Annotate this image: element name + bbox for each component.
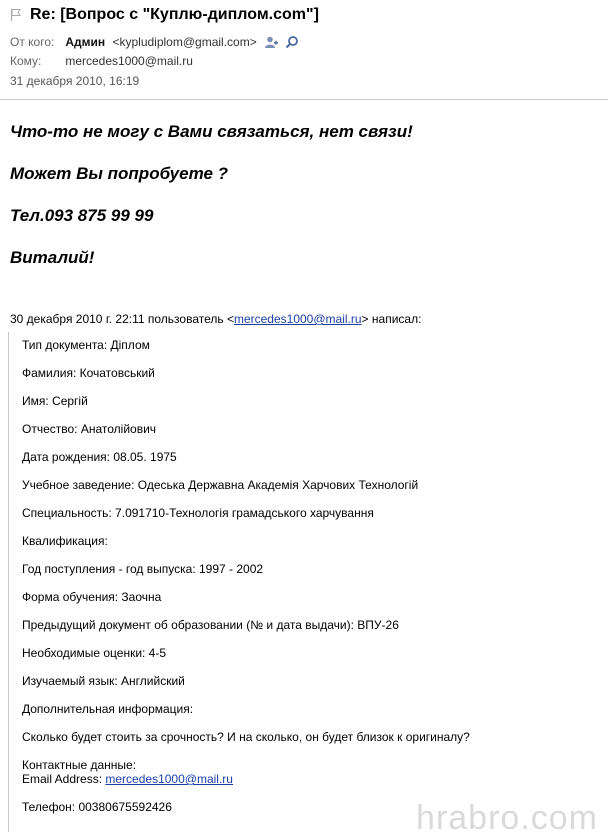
email-subject: Re: [Вопрос с "Куплю-диплом.com"]: [30, 6, 319, 23]
quote-field: Изучаемый язык: Английский: [22, 674, 185, 688]
add-contact-icon[interactable]: [264, 35, 278, 52]
quote-field: Необходимые оценки: 4-5: [22, 646, 167, 660]
quote-field: Учебное заведение: Одеська Державна Академія Харчових Технологій: [22, 478, 419, 492]
quote-field: Год поступления - год выпуска: 1997 - 2002: [22, 562, 264, 576]
to-row: [10, 54, 193, 68]
quote-field: Тип документа: Діплом: [22, 338, 150, 352]
message-line: Может Вы попробуете ?: [10, 164, 229, 183]
message-line: Тел.093 875 99 99: [10, 206, 154, 225]
quoted-message: [8, 332, 599, 832]
watermark: hrabro.com: [416, 799, 598, 837]
quote-field: Отчество: Анатолійович: [22, 422, 157, 436]
quote-intro-suffix: > написал:: [361, 312, 422, 326]
email-address-link[interactable]: mercedes1000@mail.ru: [105, 772, 233, 786]
quote-field: Имя: Сергій: [22, 394, 88, 408]
search-icon[interactable]: [285, 35, 299, 52]
sender-address[interactable]: <kypludiplom@gmail.com>: [112, 35, 257, 49]
email-header: [0, 0, 608, 100]
quote-field: Квалификация:: [22, 534, 108, 548]
quote-field: Фамилия: Кочатовський: [22, 366, 155, 380]
sender-name[interactable]: Админ: [65, 35, 106, 49]
from-row: [10, 35, 303, 52]
to-label: Кому:: [10, 54, 42, 68]
flag-icon[interactable]: [10, 8, 22, 27]
message-line: Что-то не могу с Вами связаться, нет связи!: [10, 122, 413, 141]
quote-intro-link[interactable]: mercedes1000@mail.ru: [233, 312, 362, 326]
email-date: 31 декабря 2010, 16:19: [10, 74, 140, 88]
quote-field: Дата рождения: 08.05. 1975: [22, 450, 177, 464]
quote-field: Дополнительная информация:: [22, 702, 194, 716]
from-label: От кого:: [10, 35, 55, 49]
quote-field: Специальность: 7.091710-Технологія грамадського харчування: [22, 506, 374, 520]
quote-intro: [10, 312, 421, 326]
email-address-line: [22, 772, 233, 786]
recipient-address[interactable]: mercedes1000@mail.ru: [65, 54, 193, 68]
phone-line: Телефон: 00380675592426: [22, 800, 172, 814]
quote-field: Форма обучения: Заочна: [22, 590, 162, 604]
email-address-label: Email Address:: [22, 772, 103, 786]
quote-field: Предыдущий документ об образовании (№ и дата выдачи): ВПУ-26: [22, 618, 399, 632]
quote-intro-prefix: 30 декабря 2010 г. 22:11 пользователь <: [10, 312, 234, 326]
contacts-label: Контактные данные:: [22, 758, 137, 772]
message-line: Виталий!: [10, 248, 95, 267]
quote-field: Сколько будет стоить за срочность? И на сколько, он будет близок к оригиналу?: [22, 730, 470, 744]
header-divider: [0, 99, 608, 100]
